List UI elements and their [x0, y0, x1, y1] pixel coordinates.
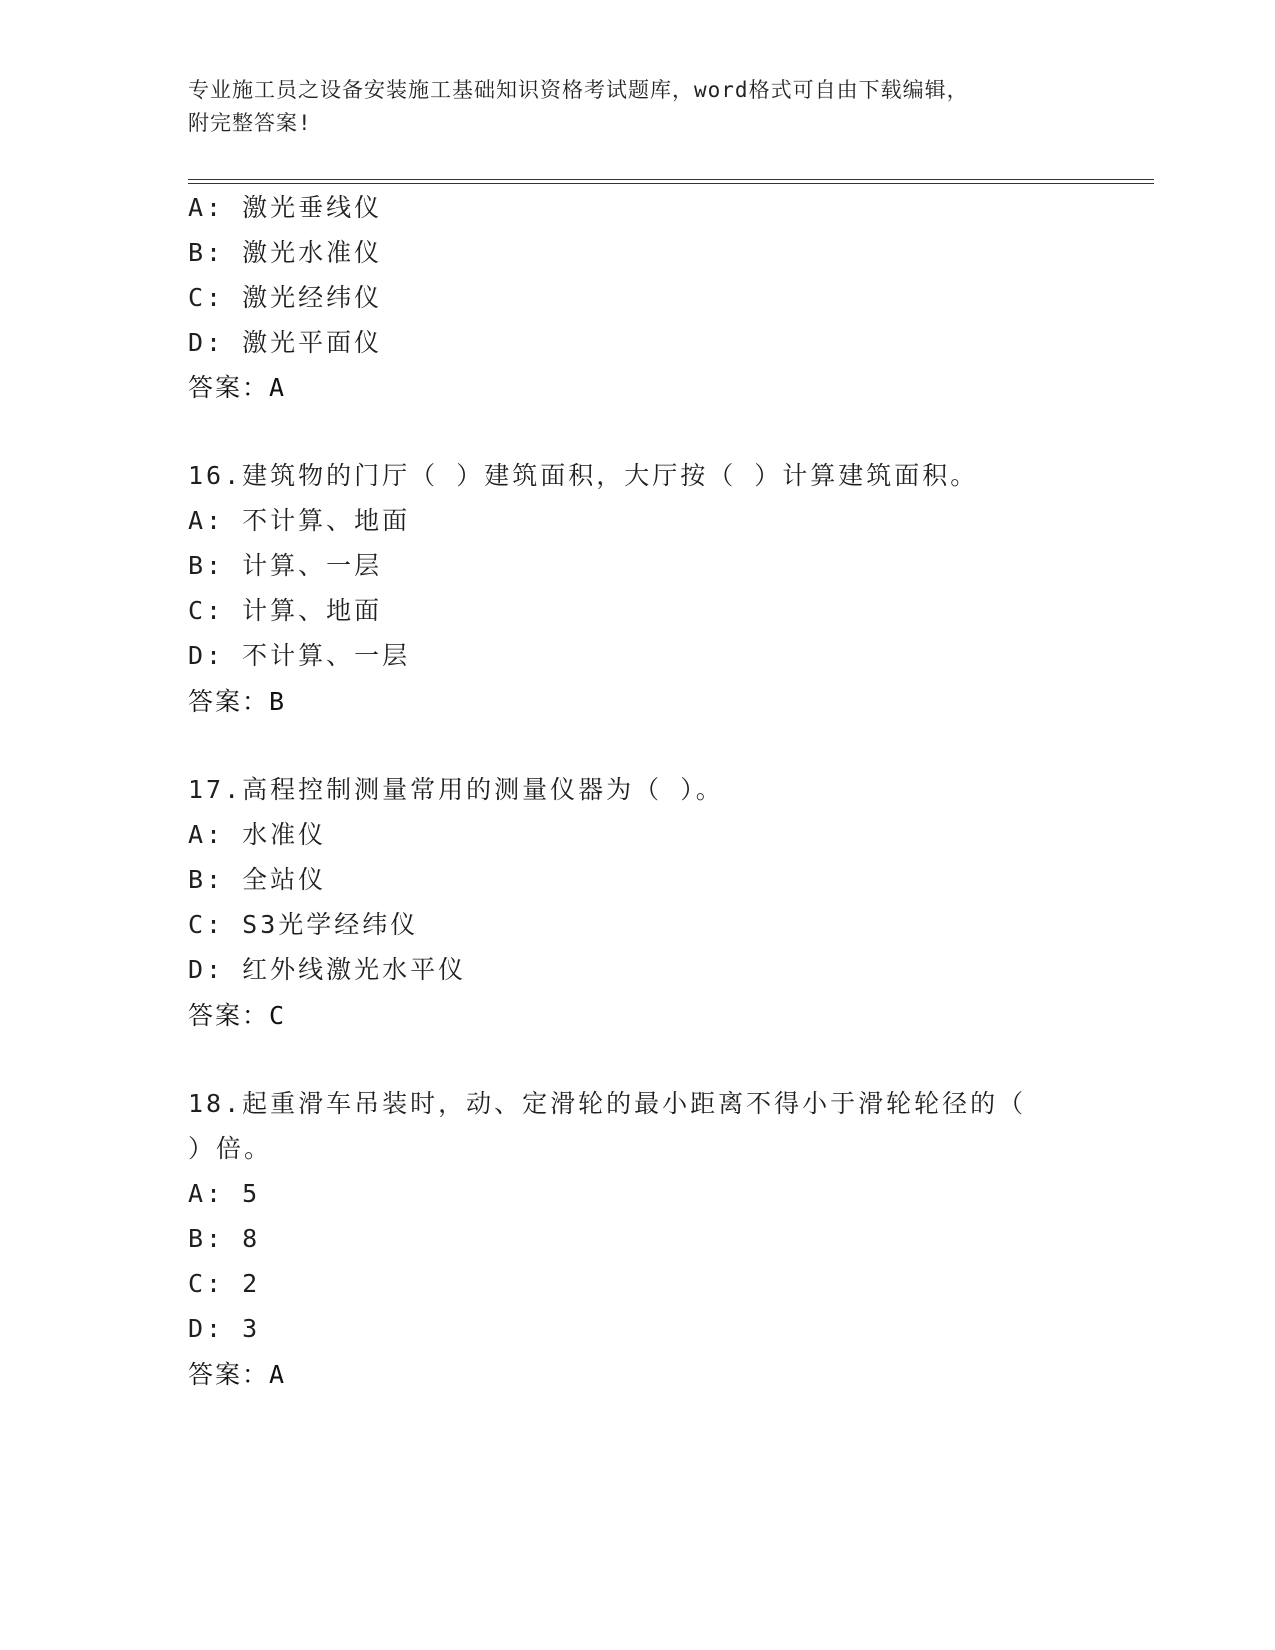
- q16-stem: 16.建筑物的门厅（ ）建筑面积，大厅按（ ）计算建筑面积。: [188, 461, 979, 490]
- header-line-2: 附完整答案!: [188, 111, 312, 135]
- header-line-1: 专业施工员之设备安装施工基础知识资格考试题库，word格式可自由下载编辑，: [188, 78, 969, 102]
- q15-option-a: A: 激光垂线仪: [188, 193, 383, 222]
- q18-option-c: C: 2: [188, 1269, 261, 1298]
- q18-option-d: D: 3: [188, 1314, 261, 1343]
- q16-option-d: D: 不计算、一层: [188, 641, 411, 670]
- answer-label: 答案：: [188, 1001, 270, 1030]
- q16-answer-value: B: [269, 687, 285, 716]
- q16-answer: [188, 687, 284, 717]
- q15-answer: [188, 373, 284, 403]
- q17-option-a: A: 水准仪: [188, 820, 327, 849]
- q18-stem-line-1: 18.起重滑车吊装时，动、定滑轮的最小距离不得小于滑轮轮径的（: [188, 1089, 1027, 1118]
- q16-option-b: B: 计算、一层: [188, 551, 383, 580]
- q17-stem: 17.高程控制测量常用的测量仪器为（ ）。: [188, 775, 724, 804]
- q18-option-a: A: 5: [188, 1179, 261, 1208]
- answer-label: 答案：: [188, 687, 270, 716]
- q18-answer: [188, 1360, 284, 1390]
- q17-option-d: D: 红外线激光水平仪: [188, 955, 467, 984]
- document-header: [188, 74, 1088, 140]
- header-divider-top: [188, 179, 1154, 180]
- q18-answer-value: A: [269, 1360, 285, 1389]
- q17-answer-value: C: [269, 1001, 285, 1030]
- q17-option-b: B: 全站仪: [188, 865, 327, 894]
- q16-option-a: A: 不计算、地面: [188, 506, 411, 535]
- q18-option-b: B: 8: [188, 1224, 261, 1253]
- answer-label: 答案：: [188, 373, 270, 402]
- q17-option-c: C: S3光学经纬仪: [188, 910, 419, 939]
- q15-option-c: C: 激光经纬仪: [188, 283, 383, 312]
- header-divider-bottom: [188, 183, 1154, 184]
- q16-option-c: C: 计算、地面: [188, 596, 383, 625]
- q17-answer: [188, 1001, 284, 1031]
- q15-answer-value: A: [269, 373, 285, 402]
- q15-option-d: D: 激光平面仪: [188, 328, 383, 357]
- answer-label: 答案：: [188, 1360, 270, 1389]
- q18-stem-line-2: ）倍。: [188, 1134, 273, 1163]
- q15-option-b: B: 激光水准仪: [188, 238, 383, 267]
